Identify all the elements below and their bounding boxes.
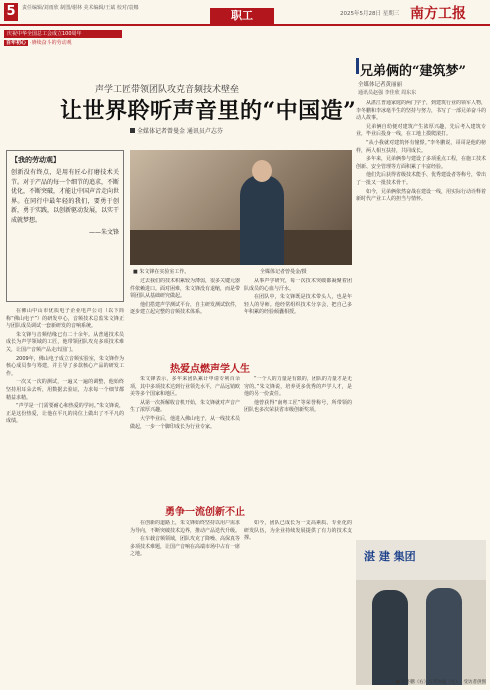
photo-person [240, 175, 284, 265]
side-paragraph: 兄弟俩自幼便对建筑产生浓厚兴趣，先后考入建筑专业，毕业后投身一线，在工地上摸爬滚打。 [356, 123, 486, 138]
story-paragraph: 朱文锋与音频结缘已有二十余年。从普通技术员成长为声学领域的工匠，他带领团队攻克多项技术难关，让国产音频产品走出国门。 [6, 331, 124, 353]
story-paragraph: 从事声学研究，每一次技术突破都凝聚着团队成员的心血与汗水。 [244, 278, 352, 292]
story-kicker: 声学工匠带领团队攻克音频技术壁垒 [95, 85, 240, 95]
section-label: 职工 [210, 8, 274, 24]
column-tag: 百年初心 [6, 40, 27, 46]
side-story-contributors: 通讯员赵强 李佳欣 周东东 [358, 90, 417, 96]
side-story-byline: 全媒体记者黄丽丽 [358, 82, 403, 88]
side-paragraph: 从湛江普通家庭的两门学子，到建筑行业的领军人物，李冬鹏和李冰毫半生的坚持与努力，书写了一部兄弟奋斗的动人故事。 [356, 100, 486, 122]
masthead-logo: 南方工报 [410, 6, 466, 22]
story-column-3 [244, 278, 352, 358]
comment-signature: ——朱文锋 [88, 229, 119, 236]
photo-person-left [372, 590, 408, 685]
page-number: 5 [4, 3, 18, 21]
byline-text: 全媒体记者曾曼金 通讯员卢志芬 [137, 128, 223, 135]
story-column-6 [130, 520, 240, 684]
side-paragraph: 多年来，兄弟俩参与建设了多项重点工程，在施工技术创新、安全管理等方面积累了丰富经验。 [356, 156, 486, 170]
side-story-title: 兄弟俩的“建筑梦” [360, 64, 466, 79]
story-paragraph: 在佛山中山市优质电子企业电声公司（以下简称“佛山电子”）的研发中心，音频技术总监朱文锋正与团队成员调试一套新研发的音响系统。 [6, 308, 124, 330]
story-column-5 [244, 376, 352, 500]
issue-date: 2025年5月28日 星期三 [340, 11, 400, 17]
brothers-photo-caption: ■ 李冬鹏（右）与李冰毫（左）。 受访者供图 [395, 680, 486, 685]
story-paragraph: 朱文锋表示，多年来团队累计申请专利百余项，其中多项技术达到行业领先水平，产品远销欧美等多个国家和地区。 [130, 376, 240, 398]
story-column-2 [130, 278, 240, 358]
story-paragraph: “声学是一门需要耐心和热爱的学问。”朱文锋说，正是这份热爱，让他在平凡的岗位上做出了不平凡的成绩。 [6, 403, 124, 425]
editor-meta: 责任编辑/刘雨欣 制图/谢林 美术编辑/王斌 校对/袁娜 [22, 5, 139, 11]
story-paragraph: 他们搭建声学测试平台，自主研发测试软件，逐步建立起完整的音频技术体系。 [130, 301, 240, 316]
side-paragraph: “从小我就对建筑怀有憧憬。”李冬鹏说，哥哥是他的榜样，两人相互扶持，共同成长。 [356, 139, 486, 154]
photo-caption: ■ 朱文锋在实验室工作。 [133, 269, 190, 275]
story-paragraph: 如今，团队已成长为一支高素质、专业化的研发队伍，为企业持续发展提供了有力的技术支撑。 [244, 520, 352, 542]
subhead-1: 热爱点燃声学人生 [170, 364, 250, 375]
story-column-4 [130, 376, 240, 500]
side-paragraph: 如今，兄弟俩依然奋战在建设一线，用实际行动诠释着新时代产业工人的担当与情怀。 [356, 188, 486, 203]
photo-person-head [252, 160, 272, 182]
story-paragraph: 大学毕业后，他进入佛山电子，从一线技术员做起，一步一个脚印成长为行业专家。 [130, 415, 240, 430]
story-paragraph: 过去我们的技术积累较为薄弱，很多关键元器件依赖进口。面对困难，朱文锋没有退缩，而是带领团队从基础研究做起。 [130, 278, 240, 300]
lab-photo [130, 150, 352, 265]
column-banner [4, 39, 122, 47]
comment-text: 创新没有终点，是用有匠心打磨技术关节。对于产品的每一个细节的追求，不断优化，不断突破，才能让中国声音走向世界。在同行中最年轻的我们，要勇于创新，勇于实践，以创新驱动发展，以实干成就梦想。 [11, 169, 120, 224]
comment-box [6, 150, 124, 302]
story-headline: 让世界聆听声音里的“中国造” [60, 98, 357, 124]
story-paragraph: 在创新的道路上，朱文锋始终坚持以用户需求为导向，不断突破技术边界，推动产品迭代升级。 [130, 520, 240, 534]
story-byline [130, 126, 223, 135]
photo-person-right [426, 588, 462, 685]
story-paragraph: “一个人的力量是有限的，团队的力量才是无穷的。”朱文锋说，培养更多优秀的声学人才，是他的另一份责任。 [244, 376, 352, 398]
story-paragraph: 2009年，佛山电子成立音频实验室，朱文锋作为核心成员参与筹建，并主导了多款核心产品的研发工作。 [6, 355, 124, 377]
story-paragraph: 在团队中，朱文锋既是技术带头人，也是年轻人的导师。他经常组织技术分享会，把自己多年积累的经验倾囊相授。 [244, 294, 352, 316]
subhead-2: 勇争一流创新不止 [165, 507, 245, 518]
story-paragraph: 一次又一次的测试，一遍又一遍的调整，他始终坚持用耳朵去听，用数据去验证，力求每一个细节都精益求精。 [6, 379, 124, 401]
story-column-1 [6, 308, 124, 684]
brothers-photo [356, 540, 486, 685]
side-title-bar [356, 58, 359, 74]
story-paragraph: 他曾获得“南粤工匠”等荣誉称号，所带领的团队也多次荣获省市级创新奖项。 [244, 399, 352, 414]
photo-wall-sign: 湛 建 集团 [356, 540, 486, 580]
byline-square-icon [130, 128, 135, 133]
story-column-7 [244, 520, 352, 684]
photo-credit: 全媒体记者曾曼金/摄 [260, 269, 307, 275]
story-paragraph: 在车载音频领域，团队攻克了降噪、高保真等多项技术难题，让国产音响在高端市场中占有一席之地。 [130, 536, 240, 558]
comment-title: 【我的劳动观】 [11, 156, 60, 164]
page-header [0, 0, 490, 26]
side-paragraph: 他们先后获得省级技术能手、优秀建设者等称号，带出了一批又一批技术骨干。 [356, 172, 486, 186]
story-paragraph: 从第一次拆解收音机开始，朱文锋就对声音产生了浓厚兴趣。 [130, 399, 240, 414]
side-story-body [356, 100, 486, 536]
column-name: ·赓续奋斗的劳动观 [30, 40, 72, 46]
anniversary-banner: 庆祝中华全国总工会成立100周年 [4, 30, 122, 38]
